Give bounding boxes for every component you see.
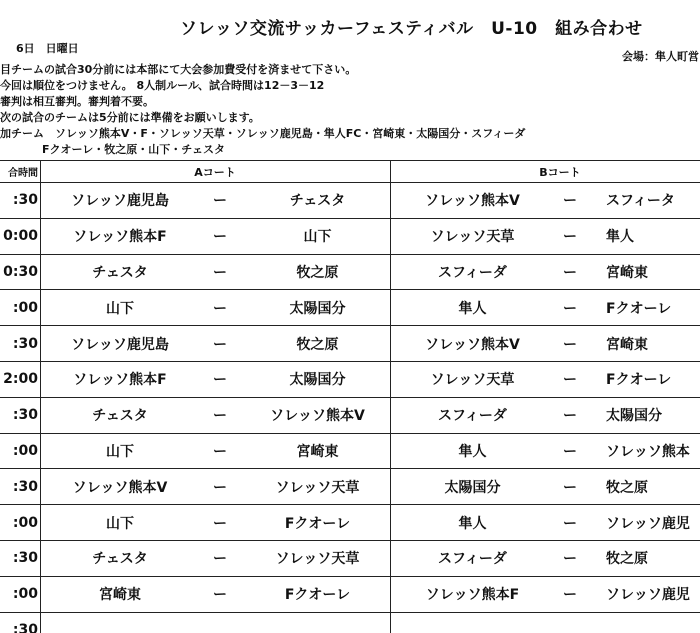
table-row — [0, 255, 700, 291]
column-divider — [40, 398, 41, 433]
match-time: :30 — [12, 550, 38, 567]
note-line: Fクオーレ・牧之原・山下・チェスタ — [42, 143, 225, 156]
table-row — [0, 469, 700, 505]
column-divider — [390, 577, 391, 612]
table-row — [0, 398, 700, 434]
column-divider — [40, 326, 41, 361]
time-column-header: 合時間 — [8, 168, 38, 179]
match-time: 0:30 — [3, 263, 38, 280]
column-divider — [390, 183, 391, 218]
versus-dash: ー — [563, 336, 577, 353]
versus-dash: ー — [563, 479, 577, 496]
match-time: :30 — [12, 621, 38, 633]
column-divider — [40, 613, 41, 633]
versus-dash: ー — [563, 300, 577, 317]
versus-dash: ー — [563, 264, 577, 281]
court-a-away-team: 牧之原 — [296, 336, 339, 353]
court-a-away-team: ソレッソ天草 — [275, 551, 360, 568]
event-date: 6日 日曜日 — [16, 42, 79, 55]
versus-dash: ー — [213, 193, 227, 210]
court-b-home-team: スフィーダ — [438, 264, 507, 281]
versus-dash: ー — [563, 551, 577, 568]
column-divider — [390, 219, 391, 254]
court-b-away-team: ソレッソ熊本 — [606, 443, 690, 460]
court-a-home-team: ソレッソ熊本F — [73, 229, 167, 246]
match-time: 2:00 — [3, 371, 38, 388]
table-row — [0, 434, 700, 470]
court-a-away-team: チェスタ — [289, 193, 346, 210]
court-b-home-team: スフィーダ — [438, 551, 507, 568]
versus-dash: ー — [563, 193, 577, 210]
column-divider — [390, 362, 391, 397]
versus-dash: ー — [563, 372, 577, 389]
match-time: :30 — [12, 335, 38, 352]
court-a-away-team: Fクオーレ — [284, 587, 351, 604]
court-b-home-team: ソレッソ熊本V — [425, 193, 520, 210]
match-time: :00 — [12, 514, 38, 531]
column-divider — [390, 469, 391, 504]
court-a-home-team — [50, 613, 190, 633]
column-divider — [40, 362, 41, 397]
court-b-home-team: ソレッソ天草 — [430, 372, 515, 389]
court-a-home-team: 宮崎東 — [99, 587, 141, 604]
column-divider — [40, 505, 41, 540]
versus-dash: ー — [213, 408, 227, 425]
court-b-home-team: ソレッソ熊本V — [425, 336, 520, 353]
court-b-home-team: 隼人 — [458, 300, 487, 317]
table-row — [0, 505, 700, 541]
versus-dash: ー — [213, 336, 227, 353]
court-a-home-team: チェスタ — [92, 408, 148, 425]
court-b-away-team: スフィータ — [606, 193, 675, 210]
table-row — [0, 541, 700, 577]
court-b-home-team: 隼人 — [458, 515, 487, 532]
column-divider — [390, 290, 391, 325]
court-b-home-team: ソレッソ天草 — [430, 229, 515, 246]
column-divider — [40, 290, 41, 325]
column-divider — [40, 219, 41, 254]
table-row — [0, 577, 700, 613]
court-b-away-team: 宮崎東 — [606, 264, 648, 281]
court-b-home-team — [400, 613, 545, 633]
court-a-home-team: チェスタ — [92, 264, 148, 281]
court-a-away-team: ソレッソ熊本V — [270, 408, 365, 425]
table-row — [0, 613, 700, 633]
versus-dash: ー — [213, 515, 227, 532]
court-a-home-team: チェスタ — [92, 551, 148, 568]
match-time: 0:00 — [3, 228, 38, 245]
versus-dash: ー — [563, 229, 577, 246]
versus-dash: ー — [213, 229, 227, 246]
venue-label: 会場：隼人町営 — [622, 50, 699, 63]
column-divider — [390, 398, 391, 433]
court-b-away-team: 隼人 — [606, 229, 634, 246]
court-a-away-team: 宮崎東 — [296, 443, 339, 460]
match-time: :00 — [12, 442, 38, 459]
column-divider — [390, 255, 391, 290]
column-divider — [390, 505, 391, 540]
table-row — [0, 219, 700, 255]
match-time: :30 — [12, 407, 38, 424]
court-a-home-team: ソレッソ鹿児島 — [71, 336, 169, 353]
court-a-away-team: 太陽国分 — [289, 300, 346, 317]
table-row — [0, 183, 700, 219]
court-b-header: Bコート — [539, 165, 581, 179]
court-b-away-team: 太陽国分 — [606, 408, 662, 425]
column-divider — [40, 469, 41, 504]
court-b-home-team: スフィーダ — [438, 408, 507, 425]
table-header-row — [0, 160, 700, 183]
versus-dash: ー — [213, 372, 227, 389]
note-line: 次の試合のチームは5分前には準備をお願いします。 — [0, 111, 260, 124]
versus-dash: ー — [213, 587, 227, 604]
column-divider — [40, 541, 41, 576]
column-divider — [40, 255, 41, 290]
column-divider — [390, 613, 391, 633]
court-b-away-team: 宮崎東 — [606, 336, 648, 353]
column-divider — [40, 183, 41, 218]
court-b-away-team: 牧之原 — [606, 479, 648, 496]
versus-dash — [550, 613, 590, 633]
court-b-away-team — [596, 613, 700, 633]
court-a-away-team: 太陽国分 — [289, 372, 346, 389]
court-a-home-team: 山下 — [106, 443, 134, 460]
table-row — [0, 362, 700, 398]
table-row — [0, 326, 700, 362]
court-a-away-team: 山下 — [303, 229, 332, 246]
column-divider — [390, 541, 391, 576]
match-time: :00 — [12, 586, 38, 603]
note-line: 今回は順位をつけません。 8人制ルール、試合時間は12－3－12 — [0, 79, 325, 92]
court-b-home-team: ソレッソ熊本F — [425, 587, 520, 604]
court-a-away-team: Fクオーレ — [284, 515, 351, 532]
versus-dash — [200, 613, 240, 633]
court-a-away-team — [250, 613, 385, 633]
court-a-home-team: 山下 — [106, 300, 134, 317]
versus-dash: ー — [563, 515, 577, 532]
court-b-home-team: 太陽国分 — [444, 479, 501, 496]
court-a-away-team: 牧之原 — [296, 264, 339, 281]
court-a-home-team: ソレッソ熊本F — [73, 372, 167, 389]
court-a-away-team: ソレッソ天草 — [275, 479, 360, 496]
court-b-away-team: ソレッソ鹿児 — [606, 515, 690, 532]
court-b-away-team: Fクオーレ — [606, 300, 672, 317]
match-time: :00 — [12, 299, 38, 316]
court-a-home-team: ソレッソ熊本V — [72, 479, 168, 496]
column-divider — [40, 434, 41, 469]
court-a-home-team: ソレッソ鹿児島 — [71, 193, 169, 210]
court-b-away-team: Fクオーレ — [606, 372, 672, 389]
column-divider — [390, 326, 391, 361]
match-time: :30 — [12, 478, 38, 495]
column-divider — [40, 577, 41, 612]
match-time: :30 — [12, 192, 38, 209]
versus-dash: ー — [213, 264, 227, 281]
note-line: 審判は相互審判。審判着不要。 — [0, 95, 154, 108]
schedule-table — [0, 160, 700, 633]
versus-dash: ー — [563, 408, 577, 425]
notes-block — [0, 62, 525, 158]
court-b-away-team: 牧之原 — [606, 551, 648, 568]
versus-dash: ー — [213, 300, 227, 317]
versus-dash: ー — [213, 551, 227, 568]
court-a-header: Aコート — [194, 165, 236, 179]
court-b-away-team: ソレッソ鹿児 — [606, 587, 690, 604]
versus-dash: ー — [563, 443, 577, 460]
column-divider — [390, 434, 391, 469]
court-b-home-team: 隼人 — [458, 443, 487, 460]
table-row — [0, 290, 700, 326]
versus-dash: ー — [213, 443, 227, 460]
page-title: ソレッソ交流サッカーフェスティバル U-10 組み合わせ — [180, 19, 643, 39]
versus-dash: ー — [563, 587, 577, 604]
note-line: 目チームの試合30分前には本部にて大会参加費受付を済ませて下さい。 — [0, 63, 357, 76]
note-line: 加チーム ソレッソ熊本V・F・ソレッソ天草・ソレッソ鹿児島・隼人FC・宮崎東・太陽国分・スフィーダ — [0, 127, 526, 140]
versus-dash: ー — [213, 479, 227, 496]
court-a-home-team: 山下 — [106, 515, 134, 532]
